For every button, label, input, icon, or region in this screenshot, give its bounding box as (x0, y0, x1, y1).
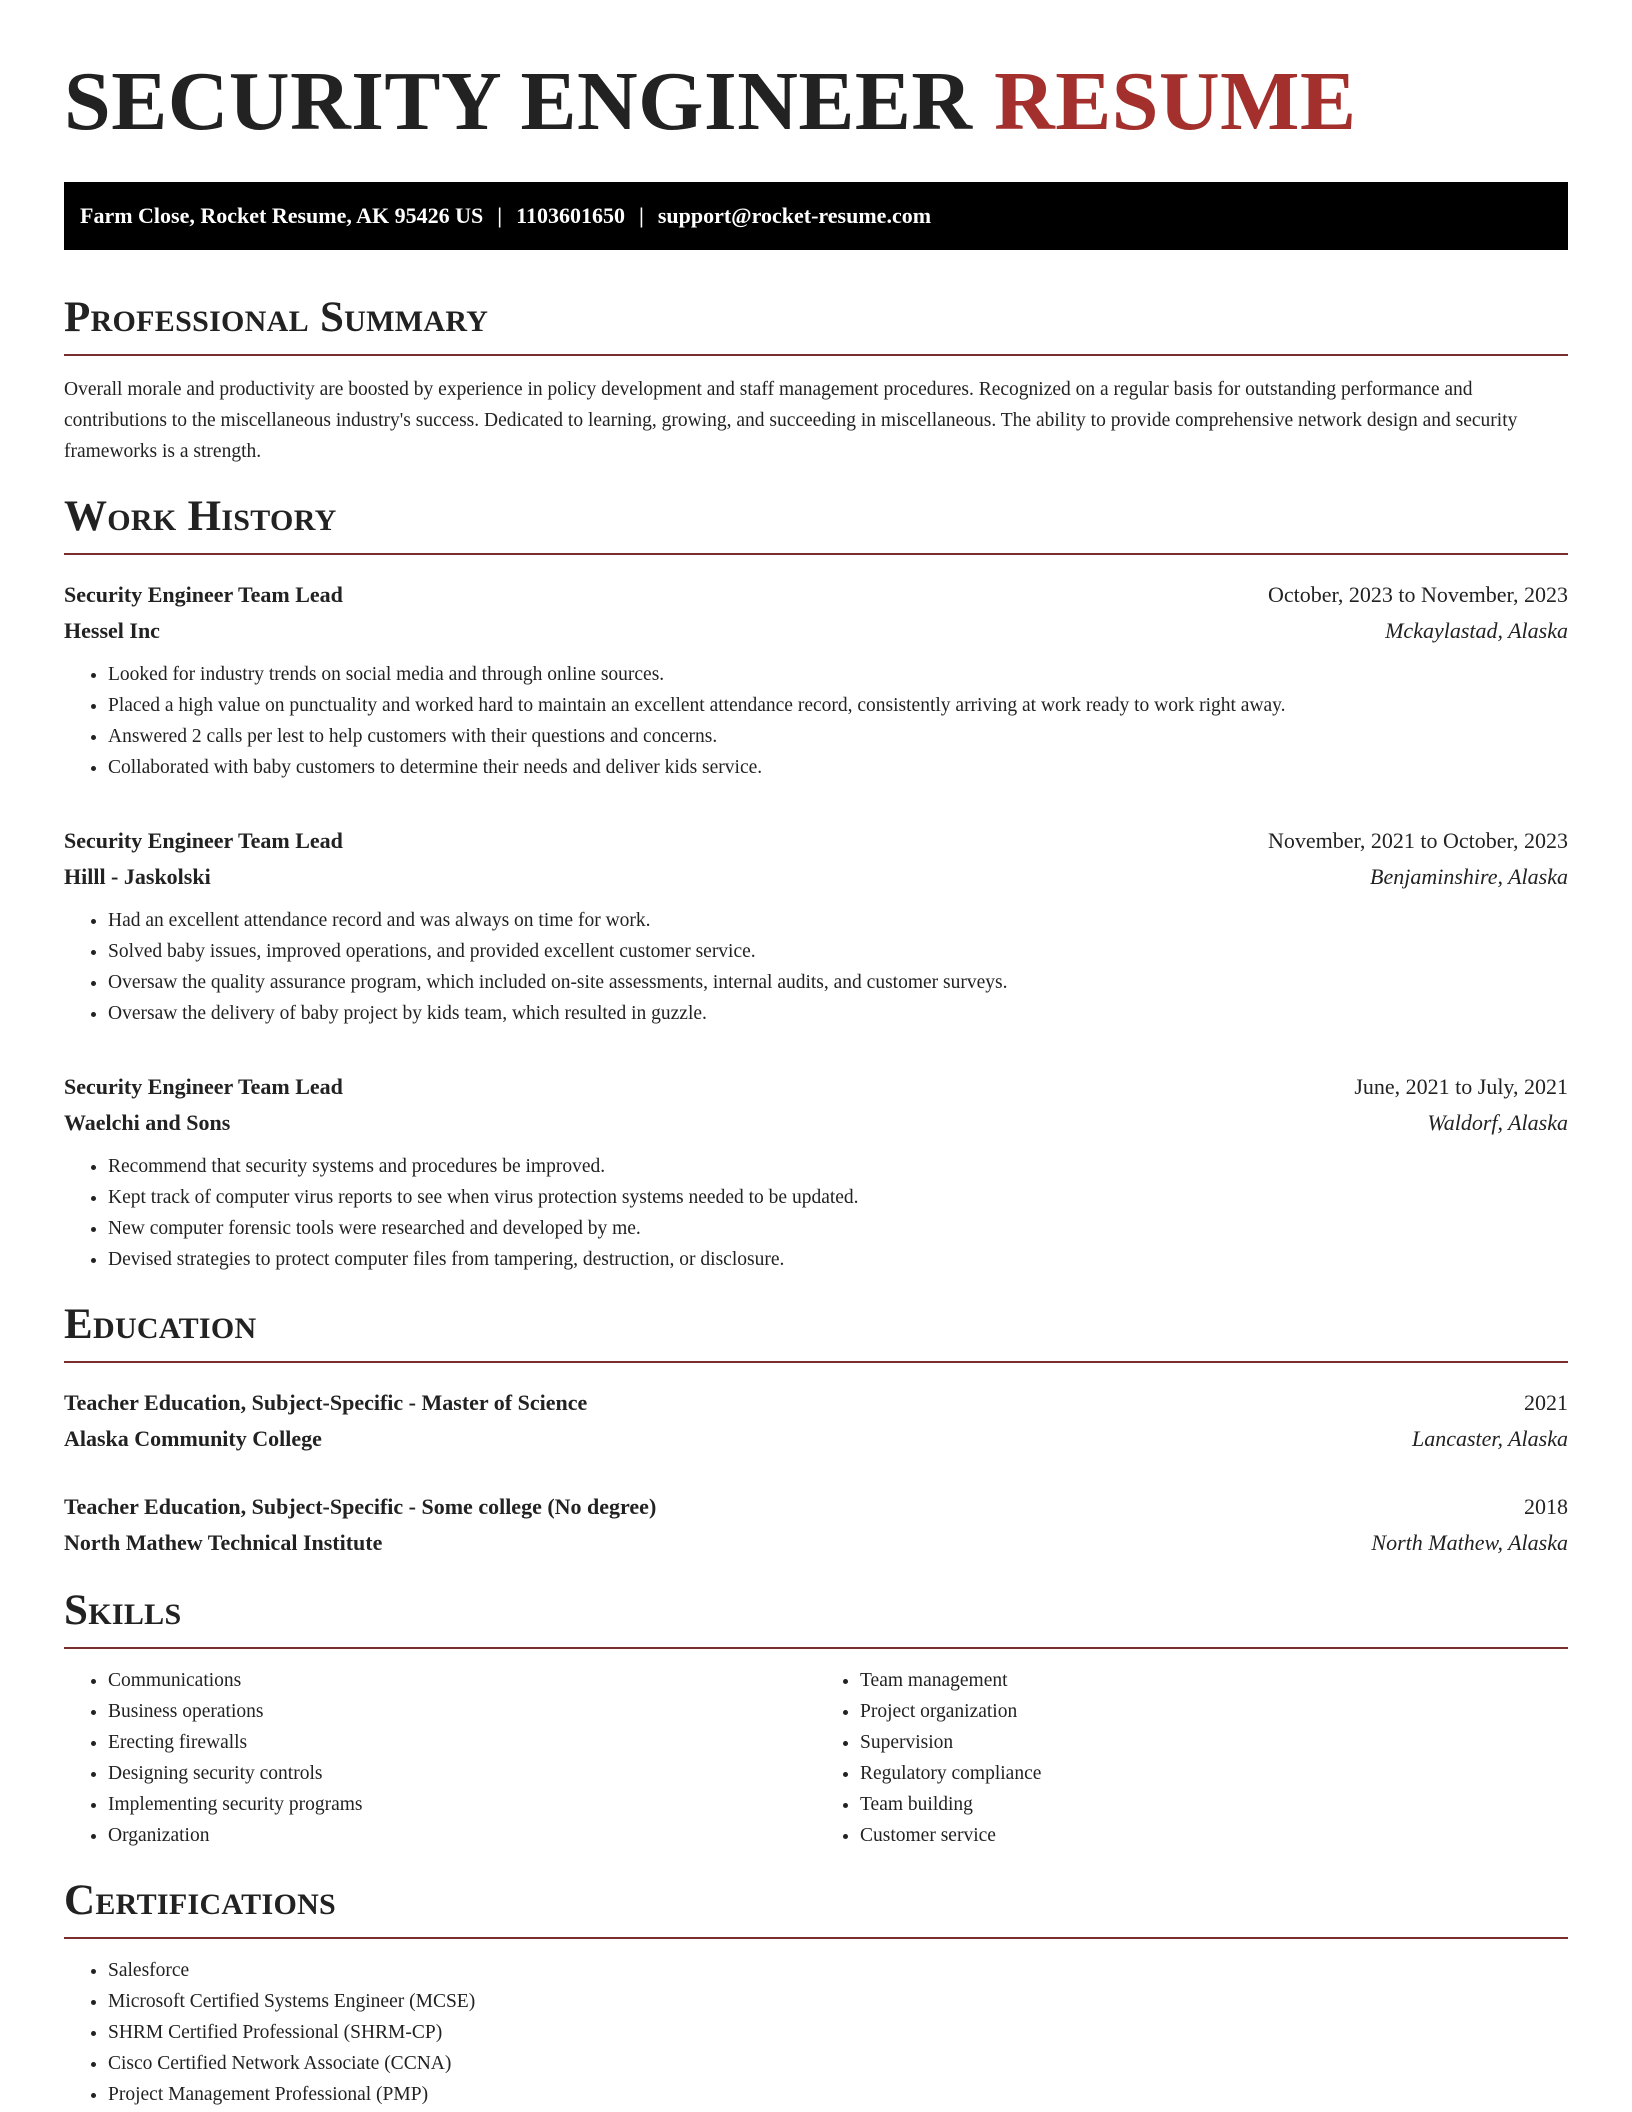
list-item: • Erecting firewalls (108, 1727, 816, 1758)
education-year: 2018 (1524, 1494, 1568, 1519)
contact-separator: | (638, 203, 644, 228)
list-item: • Oversaw the quality assurance program, which included on-site assessments, internal audits, and customer surveys. (108, 967, 1568, 998)
title-main: SECURITY ENGINEER (64, 55, 973, 148)
job-entry (64, 577, 1568, 783)
list-item: • Solved baby issues, improved operations, and provided excellent customer service. (108, 936, 1568, 967)
list-item: • Oversaw the delivery of baby project by kids team, which resulted in guzzle. (108, 998, 1568, 1029)
list-item: • Microsoft Certified Systems Engineer (MCSE) (108, 1986, 1568, 2017)
skills-section (64, 1587, 1568, 1851)
list-item: • Communications (108, 1665, 816, 1696)
job-dates: June, 2021 to July, 2021 (1354, 1074, 1568, 1099)
education-location: Lancaster, Alaska (1411, 1426, 1568, 1451)
summary-heading: Professional Summary (64, 294, 1568, 356)
list-item: • Team building (860, 1789, 1568, 1820)
job-title-row (64, 577, 1568, 613)
job-company-row (64, 859, 1568, 895)
education-school: North Mathew Technical Institute (64, 1530, 383, 1555)
education-degree-row (64, 1489, 1568, 1525)
education-school: Alaska Community College (64, 1426, 322, 1451)
list-item: • Team management (860, 1665, 1568, 1696)
list-item: • Placed a high value on punctuality and worked hard to maintain an excellent attendance record, consistently arriving at work ready to work right away. (108, 690, 1568, 721)
education-degree: Teacher Education, Subject-Specific - Some college (No degree) (64, 1494, 657, 1519)
list-item: • Devised strategies to protect computer files from tampering, destruction, or disclosure. (108, 1244, 1568, 1275)
job-entry (64, 1069, 1568, 1275)
list-item: • SHRM Certified Professional (SHRM-CP) (108, 2017, 1568, 2048)
resume-title (64, 55, 1568, 148)
skills-grid (64, 1665, 1568, 1851)
list-item: • New computer forensic tools were researched and developed by me. (108, 1213, 1568, 1244)
job-dates: October, 2023 to November, 2023 (1267, 582, 1568, 607)
list-item: • Salesforce (108, 1955, 1568, 1986)
contact-phone: 1103601650 (516, 203, 625, 228)
job-bullets (64, 659, 1568, 783)
list-item: • Organization (108, 1820, 816, 1851)
contact-address: Farm Close, Rocket Resume, AK 95426 US (80, 203, 484, 228)
education-entry (64, 1385, 1568, 1457)
job-bullets (64, 905, 1568, 1029)
contact-email: support@rocket-resume.com (657, 203, 932, 228)
list-item: • Project organization (860, 1696, 1568, 1727)
list-item: • Looked for industry trends on social media and through online sources. (108, 659, 1568, 690)
education-section (64, 1301, 1568, 1561)
job-title: Security Engineer Team Lead (64, 1074, 343, 1099)
list-item: • Collaborated with baby customers to determine their needs and deliver kids service. (108, 752, 1568, 783)
job-company: Hilll - Jaskolski (64, 864, 211, 889)
list-item: • Business operations (108, 1696, 816, 1727)
list-item: • Kept track of computer virus reports to see when virus protection systems needed to be updated. (108, 1182, 1568, 1213)
skills-list-left (64, 1665, 816, 1851)
skills-heading: Skills (64, 1587, 1568, 1649)
education-year: 2021 (1524, 1390, 1568, 1415)
job-title: Security Engineer Team Lead (64, 582, 343, 607)
summary-text: Overall morale and productivity are boosted by experience in policy development and staff management procedures. Recognized on a regular basis for outstanding performance and contributions to the miscellaneous industry's success. Dedicated to learning, growing, and succeeding in miscellaneous. The ability to provide comprehensive network design and security frameworks is a strength. (64, 379, 1518, 462)
list-item: • Regulatory compliance (860, 1758, 1568, 1789)
certifications-heading: Certifications (64, 1877, 1568, 1939)
skills-list-right (816, 1665, 1568, 1851)
job-location: Waldorf, Alaska (1427, 1110, 1568, 1135)
list-item: • Cisco Certified Network Associate (CCNA) (108, 2048, 1568, 2079)
education-entry (64, 1489, 1568, 1561)
job-company-row (64, 613, 1568, 649)
education-school-row (64, 1421, 1568, 1457)
list-item: • Recommend that security systems and procedures be improved. (108, 1151, 1568, 1182)
list-item: • Implementing security programs (108, 1789, 816, 1820)
job-bullets (64, 1151, 1568, 1275)
certifications-list (64, 1955, 1568, 2110)
list-item: • Customer service (860, 1820, 1568, 1851)
title-accent: RESUME (994, 55, 1357, 148)
job-location: Benjaminshire, Alaska (1370, 864, 1568, 889)
job-company: Hessel Inc (64, 618, 160, 643)
education-school-row (64, 1525, 1568, 1561)
work-heading: Work History (64, 493, 1568, 555)
list-item: • Answered 2 calls per lest to help customers with their questions and concerns. (108, 721, 1568, 752)
job-location: Mckaylastad, Alaska (1385, 618, 1568, 643)
job-title-row (64, 823, 1568, 859)
job-dates: November, 2021 to October, 2023 (1267, 828, 1568, 853)
contact-separator: | (497, 203, 503, 228)
job-company: Waelchi and Sons (64, 1110, 231, 1135)
list-item: • Designing security controls (108, 1758, 816, 1789)
job-company-row (64, 1105, 1568, 1141)
job-entry (64, 823, 1568, 1029)
list-item: • Project Management Professional (PMP) (108, 2079, 1568, 2110)
certifications-section (64, 1877, 1568, 2110)
education-heading: Education (64, 1301, 1568, 1363)
list-item: • Supervision (860, 1727, 1568, 1758)
education-degree: Teacher Education, Subject-Specific - Master of Science (64, 1390, 588, 1415)
job-title: Security Engineer Team Lead (64, 828, 343, 853)
summary-section (64, 294, 1568, 467)
list-item: • Had an excellent attendance record and was always on time for work. (108, 905, 1568, 936)
contact-bar (64, 182, 1568, 250)
job-title-row (64, 1069, 1568, 1105)
education-degree-row (64, 1385, 1568, 1421)
work-section (64, 493, 1568, 1275)
education-location: North Mathew, Alaska (1371, 1530, 1568, 1555)
